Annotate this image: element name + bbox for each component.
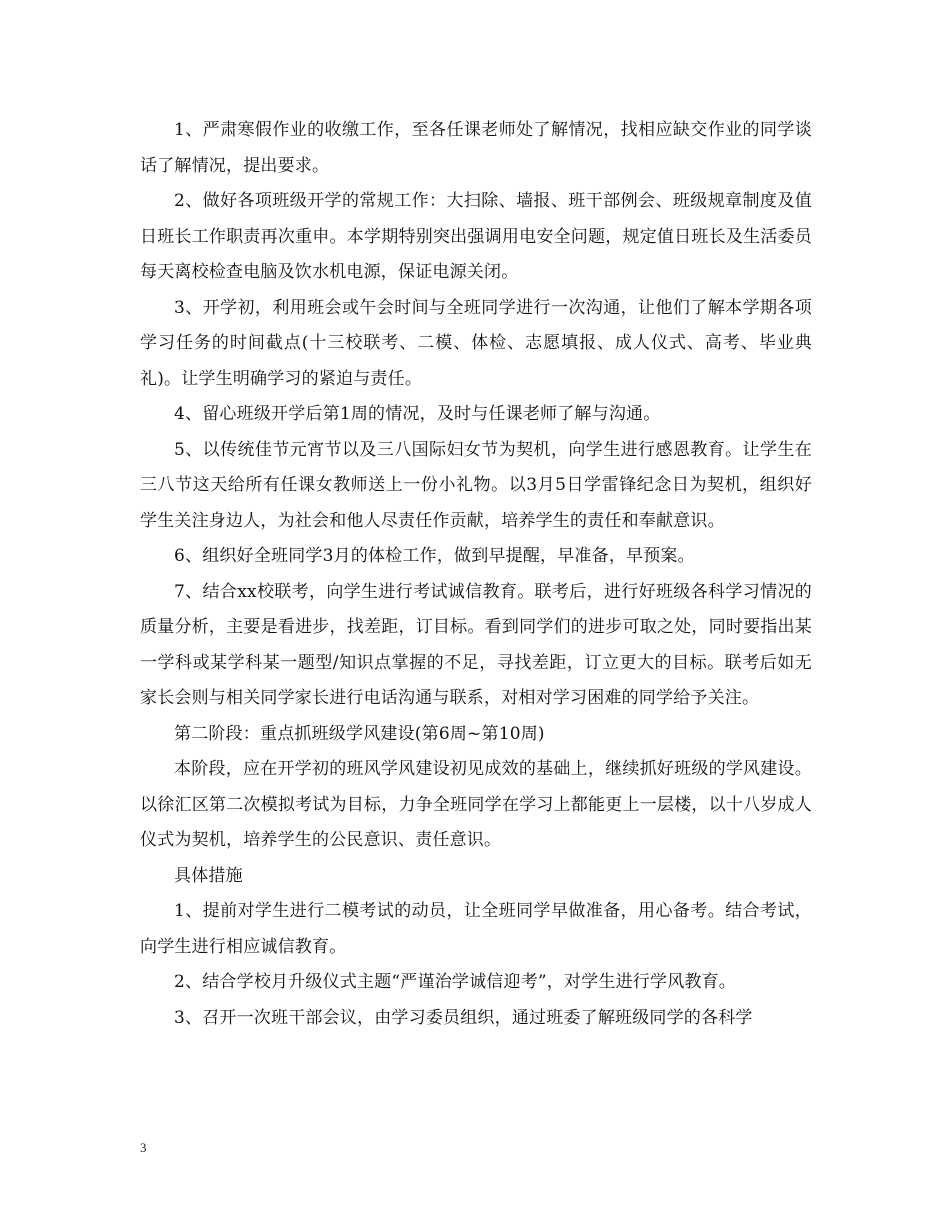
paragraph-2: 2、做好各项班级开学的常规工作：大扫除、墙报、班干部例会、班级规章制度及值日班长工作职责再次重申。本学期特别突出强调用电安全问题，规定值日班长及生活委员每天离校检查电脑及饮水机电源，保证电源关闭。: [140, 191, 812, 282]
paragraph-5: 5、以传统佳节元宵节以及三八国际妇女节为契机，向学生进行感恩教育。让学生在三八节这天给所有任课女教师送上一份小礼物。以3月5日学雷锋纪念日为契机，组织好学生关注身边人，为社会和他人尽责任作贡献，培养学生的责任和奉献意识。: [140, 439, 812, 531]
paragraph-7: 7、结合xx校联考，向学生进行考试诚信教育。联考后，进行好班级各科学习情况的质量分析，主要是看进步，找差距，订目标。看到同学们的进步可取之处，同时要指出某一学科或某学科某一题型/知识点掌握的不足，寻找差距，订立更大的目标。联考后如无家长会则与相关同学家长进行电话沟通与联系，对相对学习困难的同学给予关注。: [140, 581, 812, 708]
page-number: 3: [140, 1140, 147, 1155]
paragraph-4: 4、留心班级开学后第1周的情况，及时与任课老师了解与沟通。: [174, 404, 661, 424]
paragraph-3: 3、开学初，利用班会或午会时间与全班同学进行一次沟通，让他们了解本学期各项学习任务的时间截点(十三校联考、二模、体检、志愿填报、成人仪式、高考、毕业典礼)。让学生明确学习的紧迫与责任。: [140, 297, 812, 389]
measure-item-3: 3、召开一次班干部会议，由学习委员组织，通过班委了解班级同学的各科学: [174, 1007, 753, 1028]
document-body: [140, 113, 812, 1036]
measure-item-1: 1、提前对学生进行二模考试的动员，让全班同学早做准备，用心备考。结合考试，向学生进行相应诚信教育。: [140, 901, 812, 957]
paragraph-1: 1、严肃寒假作业的收缴工作，至各任课老师处了解情况，找相应缺交作业的同学谈话了解情况，提出要求。: [140, 120, 812, 176]
paragraph-stage-two-intro: 本阶段，应在开学初的班风学风建设初见成效的基础上，继续抓好班级的学风建设。以徐汇区第二次模拟考试为目标，力争全班同学在学习上都能更上一层楼，以十八岁成人仪式为契机，培养学生的公民意识、责任意识。: [140, 759, 812, 850]
measure-item-2: 2、结合学校月升级仪式主题“严谨治学诚信迎考”，对学生进行学风教育。: [174, 972, 736, 992]
paragraph-6: 6、组织好全班同学3月的体检工作，做到早提醒，早准备，早预案。: [174, 546, 695, 566]
subheading-measures: 具体措施: [174, 865, 243, 886]
section-heading-stage-two: 第二阶段：重点抓班级学风建设(第6周~第10周): [174, 723, 545, 744]
